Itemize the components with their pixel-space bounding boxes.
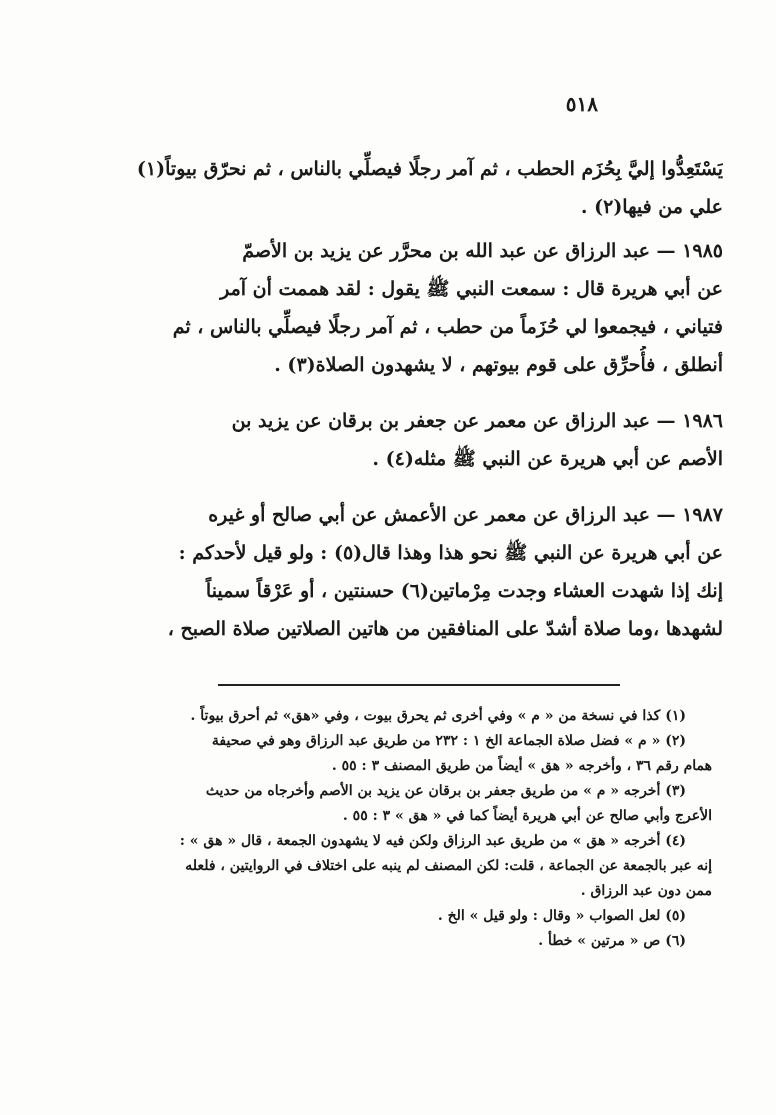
text-line: ١٩٨٧ — عبد الرزاق عن معمر عن الأعمش عن أبي صالح أو غيره bbox=[208, 504, 723, 526]
text-line: لشهدها ،وما صلاة أشدّ على المنافقين من هاتين الصلاتين صلاة الصبح ، bbox=[167, 618, 723, 640]
hadith-1987 bbox=[55, 496, 723, 648]
footnote-6: (٦) ص « مرتين » خطأ . bbox=[538, 933, 686, 949]
text-line: علي من فيها(٢) . bbox=[580, 196, 723, 218]
text-line: الأصم عن أبي هريرة عن النبي ﷺ مثله(٤) . bbox=[372, 448, 723, 470]
page-number: ٥١٨ bbox=[565, 92, 598, 116]
footnote-1: (١) كذا في نسخة من « م » وفي أخرى ثم يحرق بيوت ، وفي «هق» ثم أحرق بيوتاً . bbox=[190, 708, 686, 724]
footnote-4-cont: ممن دون عبد الرزاق . bbox=[580, 883, 712, 899]
footnote-3: (٣) أخرجه « م » من طريق جعفر بن برقان عن يزيد بن الأصم وأخرجاه من حديث bbox=[205, 783, 686, 799]
text-line: إنك إذا شهدت العشاء وجدت مِرْماتين(٦) حسنتين ، أو عَرْقاً سميناً bbox=[205, 580, 723, 602]
footnote-divider bbox=[218, 684, 620, 686]
footnote-5: (٥) لعل الصواب « وقال : ولو قيل » الخ . bbox=[437, 908, 686, 924]
footnote-2: (٢) « م » فضل صلاة الجماعة الخ ١ : ٢٣٢ من طريق عبد الرزاق وهو في صحيفة bbox=[211, 733, 686, 749]
hadith-1985 bbox=[55, 232, 723, 384]
text-line: فتياني ، فيجمعوا لي حُزَماً من حطب ، ثم آمر رجلًا فيصلِّي بالناس ، ثم bbox=[172, 316, 723, 338]
text-line: عن أبي هريرة قال : سمعت النبي ﷺ يقول : لقد هممت أن آمر bbox=[220, 278, 723, 300]
footnote-3-cont: الأعرج وأبي صالح عن أبي هريرة أيضاً كما في « هق » ٣ : ٥٥ . bbox=[342, 808, 712, 824]
text-line: عن أبي هريرة عن النبي ﷺ نحو هذا وهذا قال(٥) : ولو قيل لأحدكم : bbox=[178, 542, 723, 564]
footnote-4: (٤) أخرجه « هق » من طريق عبد الرزاق ولكن فيه لا يشهدون الجمعة ، قال « هق » : bbox=[179, 833, 686, 849]
text-line: أنطلق ، فأُحرِّق على قوم بيوتهم ، لا يشهدون الصلاة(٣) . bbox=[274, 354, 723, 376]
body-paragraph bbox=[55, 150, 723, 226]
text-line: ١٩٨٦ — عبد الرزاق عن معمر عن جعفر بن برقان عن يزيد بن bbox=[231, 410, 723, 432]
footnotes bbox=[80, 704, 712, 954]
text-line: ١٩٨٥ — عبد الرزاق عن عبد الله بن محرَّر عن يزيد بن الأصمّ bbox=[242, 240, 723, 262]
footnote-2-cont: همام رقم ٣٦ ، وأخرجه « هق » أيضاً من طريق المصنف ٣ : ٥٥ . bbox=[331, 758, 712, 774]
text-line: يَسْتَعِدُّوا إليَّ بِحُزَم الحطب ، ثم آمر رجلًا فيصلِّي بالناس ، ثم نحرّق بيوتاً(١) bbox=[136, 158, 723, 180]
footnote-4-cont: إنه عبر بالجمعة عن الجماعة ، قلت: لكن المصنف لم ينبه على اختلاف في الروايتين ، فلعله bbox=[185, 858, 712, 874]
hadith-1986 bbox=[55, 402, 723, 478]
